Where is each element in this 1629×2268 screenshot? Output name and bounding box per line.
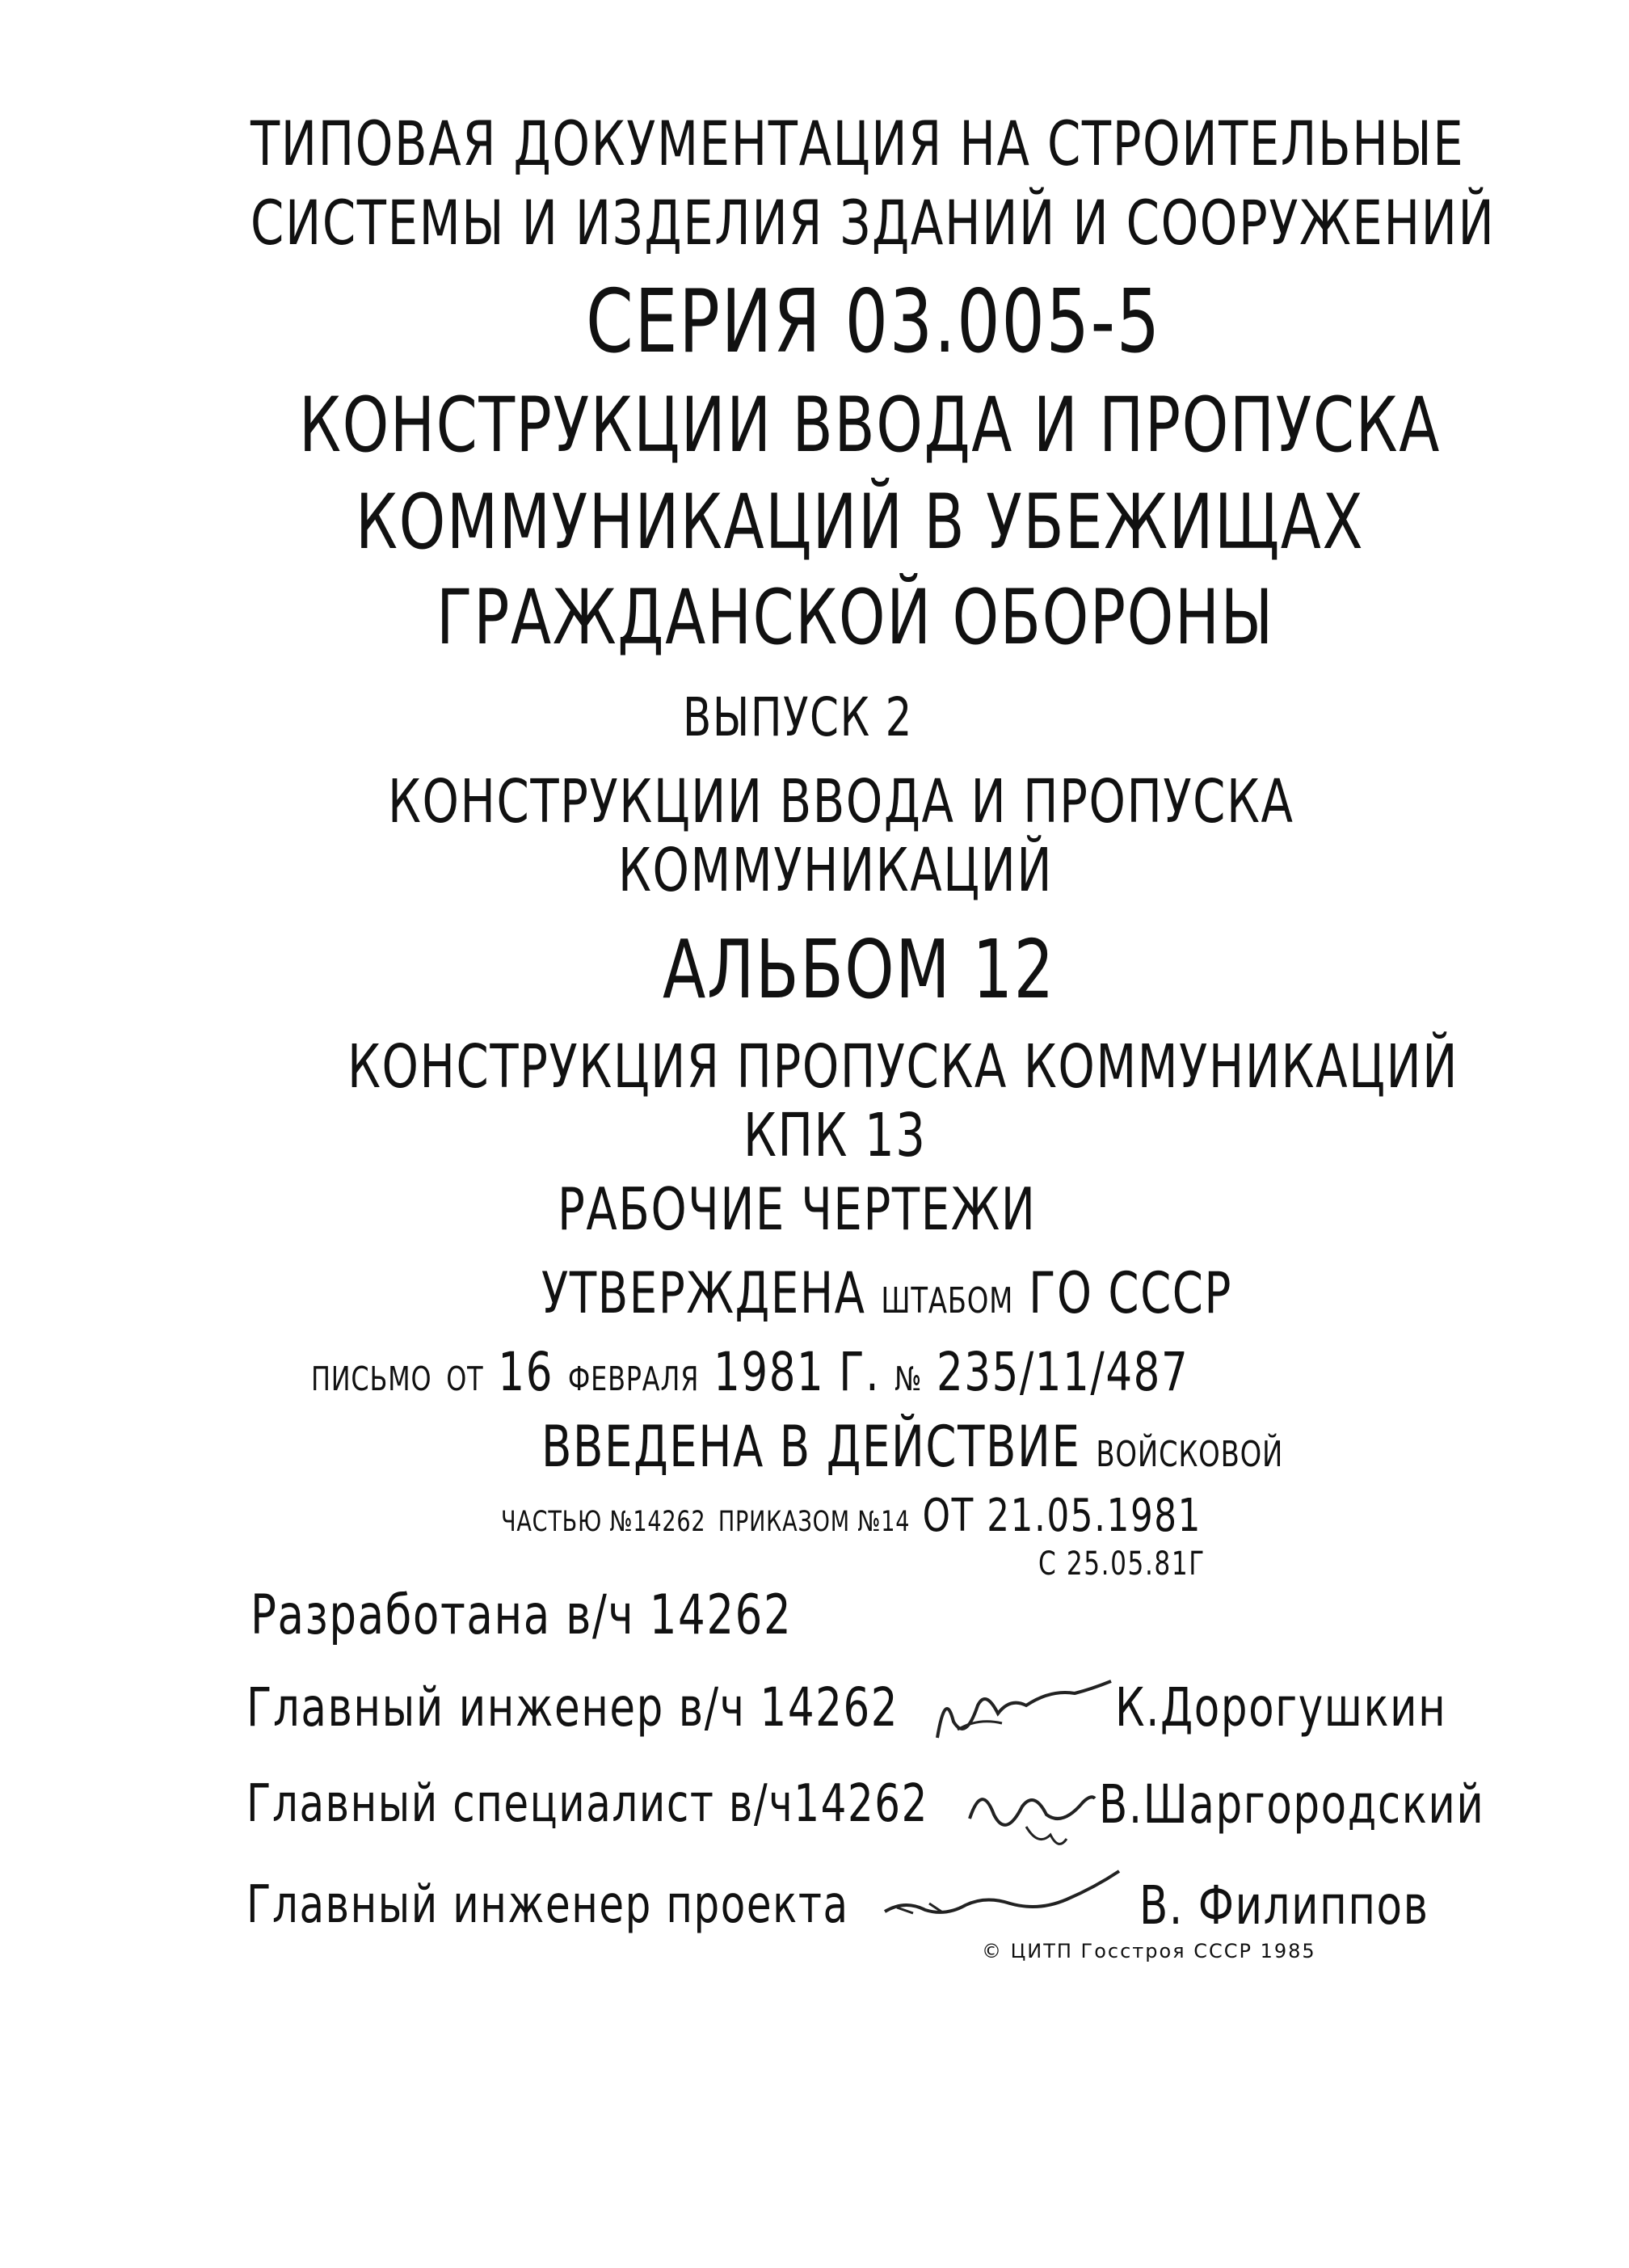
header-line-1: ТИПОВАЯ ДОКУМЕНТАЦИЯ НА СТРОИТЕЛЬНЫЕ <box>250 107 1465 179</box>
enacted-text: ВВЕДЕНА В ДЕЙСТВИЕ <box>541 1414 1081 1480</box>
enacted-by: ВОЙСКОВОЙ <box>1096 1435 1284 1475</box>
order-date: ОТ 21.05.1981 <box>922 1490 1202 1542</box>
header-line-2: СИСТЕМЫ И ИЗДЕЛИЯ ЗДАНИЙ И СООРУЖЕНИЙ <box>250 187 1496 259</box>
signature-filippov <box>881 1863 1123 1928</box>
album-title-line-3: РАБОЧИЕ ЧЕРТЕЖИ <box>558 1175 1037 1243</box>
approved-text: УТВЕРЖДЕНА <box>541 1260 866 1326</box>
signature-dorogushkin <box>929 1673 1115 1746</box>
signature-scribble-3 <box>881 1863 1123 1928</box>
number-value: 235/11/487 <box>936 1341 1189 1403</box>
chief-specialist-name: В.Шаргородский <box>1099 1773 1485 1836</box>
series-label: СЕРИЯ 03.005-5 <box>586 272 1161 373</box>
order-line <box>501 1490 1202 1542</box>
chief-engineer-label: Главный инженер в/ч 14262 <box>246 1676 899 1739</box>
enacted-line <box>541 1414 1284 1480</box>
date-year: 1981 Г. <box>713 1341 881 1403</box>
chief-engineer-name: К.Дорогушкин <box>1115 1676 1447 1739</box>
series-title-line-1: КОНСТРУКЦИИ ВВОДА И ПРОПУСКА <box>299 382 1441 470</box>
signature-shargorodsky <box>962 1770 1099 1859</box>
letter-label: ПИСЬМО <box>311 1360 432 1398</box>
project-engineer-name: В. Филиппов <box>1139 1874 1429 1937</box>
album-title-line-2: КПК 13 <box>743 1101 927 1170</box>
from-label: ОТ <box>446 1360 484 1398</box>
letter-line <box>311 1341 1189 1403</box>
issue-title-line-2: КОММУНИКАЦИЙ <box>618 836 1054 905</box>
project-engineer-label: Главный инженер проекта <box>246 1875 849 1935</box>
approved-by: ГО СССР <box>1029 1260 1232 1326</box>
album-title-line-1: КОНСТРУКЦИЯ ПРОПУСКА КОММУНИКАЦИЙ <box>347 1032 1459 1102</box>
issue-title-line-1: КОНСТРУКЦИИ ВВОДА И ПРОПУСКА <box>388 767 1294 837</box>
issue-label: ВЫПУСК 2 <box>683 686 913 748</box>
developed-line: Разработана в/ч 14262 <box>250 1583 793 1647</box>
series-title-line-2: КОММУНИКАЦИЙ В УБЕЖИЩАХ <box>356 478 1365 567</box>
signature-scribble-1 <box>929 1673 1115 1746</box>
copyright-stamp: © ЦИТП Госстроя СССР 1985 <box>982 1940 1316 1962</box>
series-title-line-3: ГРАЖДАНСКОЙ ОБОРОНЫ <box>436 574 1274 662</box>
effective-from: С 25.05.81Г <box>1038 1545 1206 1583</box>
order-text: ПРИКАЗОМ №14 <box>718 1506 911 1538</box>
chief-specialist-label: Главный специалист в/ч14262 <box>246 1774 928 1834</box>
unit-text: ЧАСТЬЮ №14262 <box>501 1506 706 1538</box>
album-label: АЛЬБОМ 12 <box>663 922 1055 1017</box>
approval-line <box>541 1260 1232 1326</box>
number-label: № <box>894 1360 923 1398</box>
approved-by-small: ШТАБОМ <box>881 1281 1014 1322</box>
signature-scribble-2 <box>962 1770 1099 1859</box>
date-month: ФЕВРАЛЯ <box>567 1360 700 1398</box>
date-day: 16 <box>498 1341 554 1403</box>
